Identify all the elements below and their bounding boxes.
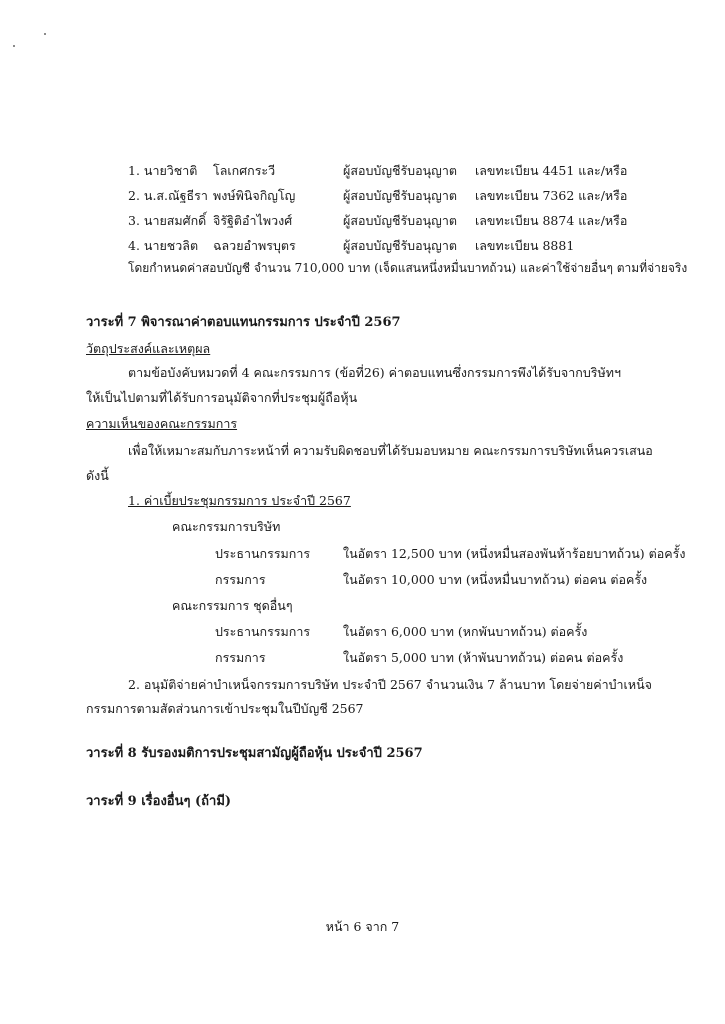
auditor-name: 2. น.ส.ณัฐธีรา: [128, 188, 208, 203]
auditor-surname: พงษ์พินิจกิญโญ: [213, 188, 296, 203]
agenda-7-title: วาระที่ 7 พิจารณาค่าตอบแทนกรรมการ ประจำปี 2567: [86, 315, 401, 330]
auditor-name: 4. นายชวลิต: [128, 238, 199, 253]
rate-text: ในอัตรา 12,500 บาท (หนึ่งหมื่นสองพันห้าร้อยบาทถ้วน) ต่อครั้ง: [343, 546, 686, 561]
objective-text-line2: ให้เป็นไปตามที่ได้รับการอนุมัติจากที่ประชุมผู้ถือหุ้น: [86, 390, 358, 405]
agenda-9-title: วาระที่ 9 เรื่องอื่นๆ (ถ้ามี): [86, 794, 232, 809]
role-label: กรรมการ: [215, 650, 266, 665]
rate-text: ในอัตรา 5,000 บาท (ห้าพันบาทถ้วน) ต่อคน ต่อครั้ง: [343, 650, 624, 665]
auditor-surname: จิรัฐิติอำไพวงศ์: [213, 213, 293, 228]
auditor-registration: เลขทะเบียน 8874 และ/หรือ: [475, 213, 628, 228]
auditor-title: ผู้สอบบัญชีรับอนุญาต: [343, 163, 457, 178]
opinion-text-line1: เพื่อให้เหมาะสมกับภาระหน้าที่ ความรับผิดชอบที่ได้รับมอบหมาย คณะกรรมการบริษัทเห็นควรเสนอ: [128, 443, 653, 458]
sub-committee-heading: คณะกรรมการ ชุดอื่นๆ: [172, 598, 293, 613]
scan-speck: [13, 45, 15, 47]
role-label: กรรมการ: [215, 572, 266, 587]
rate-text: ในอัตรา 10,000 บาท (หนึ่งหมื่นบาทถ้วน) ต่อคน ต่อครั้ง: [343, 572, 648, 587]
page-number: หน้า 6 จาก 7: [325, 919, 400, 934]
meeting-allowance-heading: 1. ค่าเบี้ยประชุมกรรมการ ประจำปี 2567: [128, 493, 351, 508]
opinion-heading: ความเห็นของคณะกรรมการ: [86, 416, 238, 431]
auditor-name: 3. นายสมศักดิ์: [128, 213, 207, 228]
role-label: ประธานกรรมการ: [215, 546, 311, 561]
role-label: ประธานกรรมการ: [215, 624, 311, 639]
auditor-title: ผู้สอบบัญชีรับอนุญาต: [343, 213, 457, 228]
auditor-registration: เลขทะเบียน 4451 และ/หรือ: [475, 163, 628, 178]
auditor-surname: โลเกศกระวี: [213, 163, 276, 178]
auditor-surname: ฉลวยอำพรบุตร: [213, 238, 296, 253]
bonus-text-line2: กรรมการตามสัดส่วนการเข้าประชุมในปีบัญชี 2567: [86, 701, 364, 716]
agenda-8-title: วาระที่ 8 รับรองมติการประชุมสามัญผู้ถือหุ้น ประจำปี 2567: [86, 746, 423, 761]
opinion-text-line2: ดังนี้: [86, 468, 109, 483]
auditor-name: 1. นายวิชาติ: [128, 163, 198, 178]
rate-text: ในอัตรา 6,000 บาท (หกพันบาทถ้วน) ต่อครั้ง: [343, 624, 588, 639]
objective-text-line1: ตามข้อบังคับหมวดที่ 4 คณะกรรมการ (ข้อที่26) ค่าตอบแทนซึ่งกรรมการพึงได้รับจากบริษัทฯ: [128, 365, 621, 380]
auditor-registration: เลขทะเบียน 8881: [475, 238, 575, 253]
auditor-title: ผู้สอบบัญชีรับอนุญาต: [343, 188, 457, 203]
bonus-text-line1: 2. อนุมัติจ่ายค่าบำเหน็จกรรมการบริษัท ประจำปี 2567 จำนวนเงิน 7 ล้านบาท โดยจ่ายค่าบำเหน็จ: [128, 677, 652, 692]
auditor-title: ผู้สอบบัญชีรับอนุญาต: [343, 238, 457, 253]
audit-fee-text: โดยกำหนดค่าสอบบัญชี จำนวน 710,000 บาท (เจ็ดแสนหนึ่งหมื่นบาทถ้วน) และค่าใช้จ่ายอื่นๆ ตามที่จ่ายจริง: [128, 261, 688, 275]
board-heading: คณะกรรมการบริษัท: [172, 519, 281, 534]
auditor-registration: เลขทะเบียน 7362 และ/หรือ: [475, 188, 628, 203]
objective-heading: วัตถุประสงค์และเหตุผล: [86, 341, 211, 356]
scan-speck: [44, 33, 46, 35]
